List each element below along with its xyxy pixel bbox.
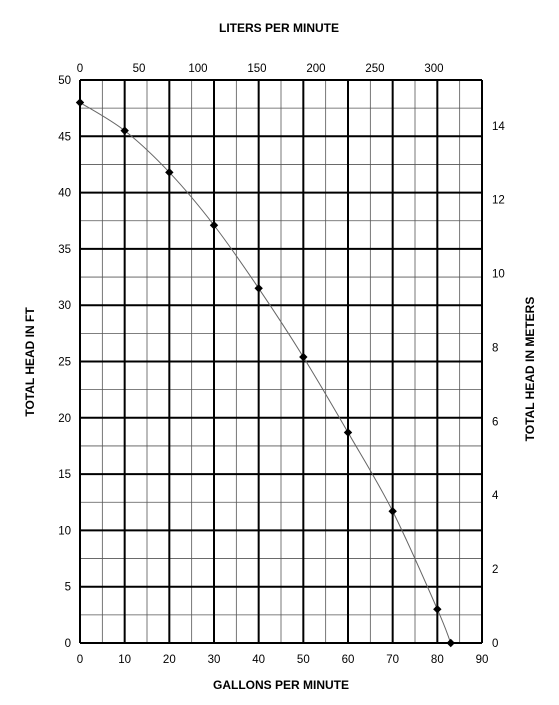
y-tick-label: 35: [58, 243, 71, 256]
x-tick-label: 80: [430, 654, 444, 666]
y2-tick-label: 4: [492, 490, 499, 503]
x-tick-label: 70: [386, 654, 400, 666]
y2-tick-label: 12: [492, 194, 505, 207]
y2-tick-label: 6: [492, 416, 499, 429]
data-point-marker: [388, 507, 396, 515]
data-point-marker: [447, 639, 455, 647]
y-tick-label: 40: [58, 187, 71, 200]
x-tick-label: 60: [341, 654, 355, 666]
data-point-marker: [433, 605, 441, 613]
x2-tick-label: 50: [132, 63, 146, 75]
y-tick-label: 10: [58, 525, 71, 538]
x-tick-label: 30: [207, 654, 221, 666]
y-tick-label: 5: [64, 581, 71, 594]
x-axis-title: GALLONS PER MINUTE: [212, 678, 350, 692]
x-tick-label: 90: [475, 654, 489, 666]
y-tick-label: 30: [58, 300, 71, 313]
y2-tick-label: 8: [492, 342, 499, 355]
data-markers: [76, 98, 455, 647]
y-tick-label: 15: [58, 469, 71, 482]
y-tick-label: 0: [64, 638, 71, 650]
x2-tick-label: 250: [365, 63, 385, 75]
y-tick-label: 20: [58, 412, 71, 425]
y-axis-title: TOTAL HEAD IN FT: [23, 307, 37, 417]
y2-tick-label: 2: [492, 564, 499, 577]
data-point-marker: [344, 428, 352, 436]
data-point-marker: [210, 221, 218, 229]
x2-tick-label: 150: [247, 63, 267, 75]
y-tick-label: 50: [58, 75, 71, 87]
y-tick-label: 45: [58, 131, 71, 144]
y2-tick-label: 14: [492, 120, 505, 133]
x2-axis-title: LITERS PER MINUTE: [218, 21, 340, 35]
data-point-marker: [254, 284, 262, 292]
x2-tick-label: 200: [306, 63, 326, 75]
data-point-marker: [76, 98, 84, 106]
data-point-marker: [299, 353, 307, 361]
x2-tick-label: 0: [76, 63, 84, 75]
y2-tick-label: 0: [492, 638, 499, 650]
x-tick-label: 40: [252, 654, 266, 666]
x-tick-label: 20: [162, 654, 176, 666]
x-tick-label: 0: [76, 654, 84, 666]
y-tick-label: 25: [58, 356, 71, 369]
y2-tick-label: 10: [492, 268, 505, 281]
pump-curve-line: [80, 103, 451, 643]
x-tick-label: 50: [296, 654, 310, 666]
x-tick-label: 10: [118, 654, 132, 666]
y2-axis-title: TOTAL HEAD IN METERS: [523, 296, 537, 442]
x2-tick-label: 100: [188, 63, 208, 75]
x2-tick-label: 300: [424, 63, 444, 75]
